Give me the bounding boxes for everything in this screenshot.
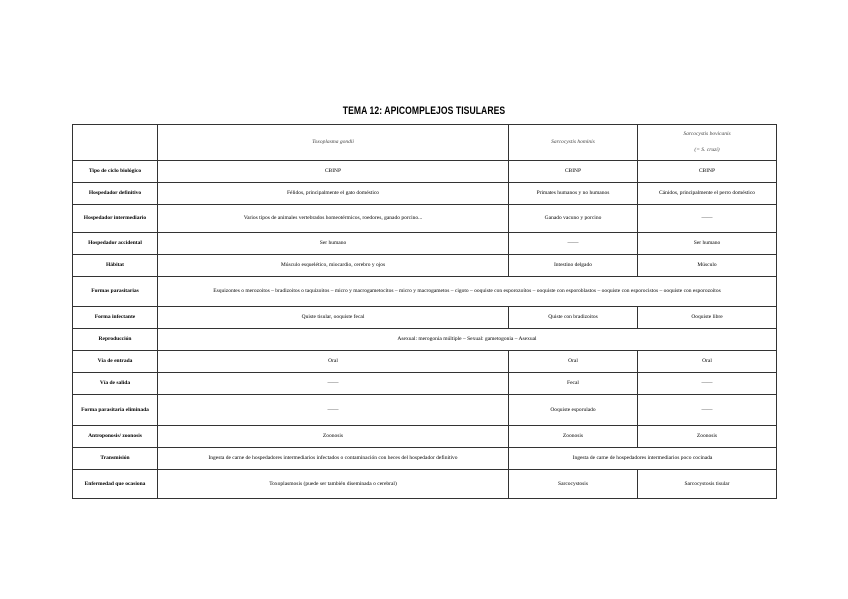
row-header: Antroponosis/ zoonosis: [73, 426, 158, 448]
table-cell: Sarcocystosis tisular: [638, 470, 777, 499]
table-cell: Músculo: [638, 255, 777, 277]
table-cell: Quiste tisular, ooquiste fecal: [158, 307, 509, 329]
table-cell: ——: [638, 373, 777, 395]
column-header-toxoplasma: Toxoplasma gondii: [158, 125, 509, 161]
table-cell: Ganado vacuno y porcino: [509, 205, 638, 233]
table-cell: Oral: [638, 351, 777, 373]
table-cell: ——: [158, 373, 509, 395]
table-row: [73, 277, 777, 307]
column-header-sarcocystis-bovicanis: [638, 125, 777, 161]
table-cell: Ingesta de carne de hospedadores intermediarios poco cocinada: [509, 448, 777, 470]
column-header-synonym: (= S. cruzi): [694, 147, 720, 153]
table-row: [73, 183, 777, 205]
table-cell: Ser humano: [638, 233, 777, 255]
table-row: [73, 448, 777, 470]
row-header: Forma parasitaria eliminada: [73, 395, 158, 426]
table-cell: Zoonosis: [509, 426, 638, 448]
table-cell: Oral: [158, 351, 509, 373]
table-cell: Zoonosis: [638, 426, 777, 448]
table-cell: ——: [158, 395, 509, 426]
table-cell: Ooquiste libre: [638, 307, 777, 329]
header-row: [73, 125, 777, 161]
table-row: [73, 373, 777, 395]
table-cell: Esquizontes o merozoitos – bradizoitos o taquizoitos – micro y macrogametocitos – micro y macrogametos – cigoto – ooquiste con esporozoítos – ooquiste con esporoblastos – ooquiste con esporocistos – ooquiste con esporozoítos: [158, 277, 777, 307]
document-title: TEMA 12: APICOMPLEJOS TISULARES: [342, 105, 506, 117]
table-cell: CBINP: [158, 161, 509, 183]
row-header: Forma infectante: [73, 307, 158, 329]
table-row: [73, 233, 777, 255]
table-row: [73, 329, 777, 351]
row-header: Hospedador accidental: [73, 233, 158, 255]
table-cell: Zoonosis: [158, 426, 509, 448]
table-cell: Intestino delgado: [509, 255, 638, 277]
table-cell: Músculo esquelético, miocardio, cerebro y ojos: [158, 255, 509, 277]
row-header: Transmisión: [73, 448, 158, 470]
table-cell: CBINP: [509, 161, 638, 183]
comparison-table: [72, 124, 777, 499]
table-cell: ——: [638, 205, 777, 233]
table-cell: Quiste con bradizoitos: [509, 307, 638, 329]
table-row: [73, 307, 777, 329]
table-cell: CBINP: [638, 161, 777, 183]
row-header: Formas parasitarias: [73, 277, 158, 307]
table-cell: Cánidos, principalmente el perro doméstico: [638, 183, 777, 205]
row-header: Hospedador definitivo: [73, 183, 158, 205]
table-cell: ——: [509, 233, 638, 255]
column-header-sarcocystis-hominis: Sarcocystis hominis: [509, 125, 638, 161]
corner-cell: [73, 125, 158, 161]
table-cell: Félidos, principalmente el gato doméstico: [158, 183, 509, 205]
row-header: Vía de entrada: [73, 351, 158, 373]
row-header: Tipo de ciclo biológico: [73, 161, 158, 183]
table-cell: Varios tipos de animales vertebrados homeotérmicos, roedores, ganado porcino...: [158, 205, 509, 233]
table-cell: Ser humano: [158, 233, 509, 255]
row-header: Hábitat: [73, 255, 158, 277]
table-row: [73, 426, 777, 448]
table-cell: Fecal: [509, 373, 638, 395]
row-header: Hospedador intermediario: [73, 205, 158, 233]
table-cell: Ooquiste esporulado: [509, 395, 638, 426]
table-row: [73, 161, 777, 183]
row-header: Reproducción: [73, 329, 158, 351]
row-header: Vía de salida: [73, 373, 158, 395]
table-row: [73, 470, 777, 499]
table-row: [73, 205, 777, 233]
table-cell: Toxoplasmosis (puede ser también diseminada o cerebral): [158, 470, 509, 499]
table-cell: Asexual: merogonia múltiple – Sexual: gametogonia – Asexual: [158, 329, 777, 351]
table-row: [73, 351, 777, 373]
row-header: Enfermedad que ocasiona: [73, 470, 158, 499]
table-cell: Primates humanos y no humanos: [509, 183, 638, 205]
table-row: [73, 395, 777, 426]
table-cell: Sarcocystosis: [509, 470, 638, 499]
table-cell: ——: [638, 395, 777, 426]
table-row: [73, 255, 777, 277]
table-cell: Oral: [509, 351, 638, 373]
column-header-label: Sarcocystis bovicanis: [683, 131, 731, 137]
table-cell: Ingesta de carne de hospedadores intermediarios infectados o contaminación con heces del hospedador definitivo: [158, 448, 509, 470]
